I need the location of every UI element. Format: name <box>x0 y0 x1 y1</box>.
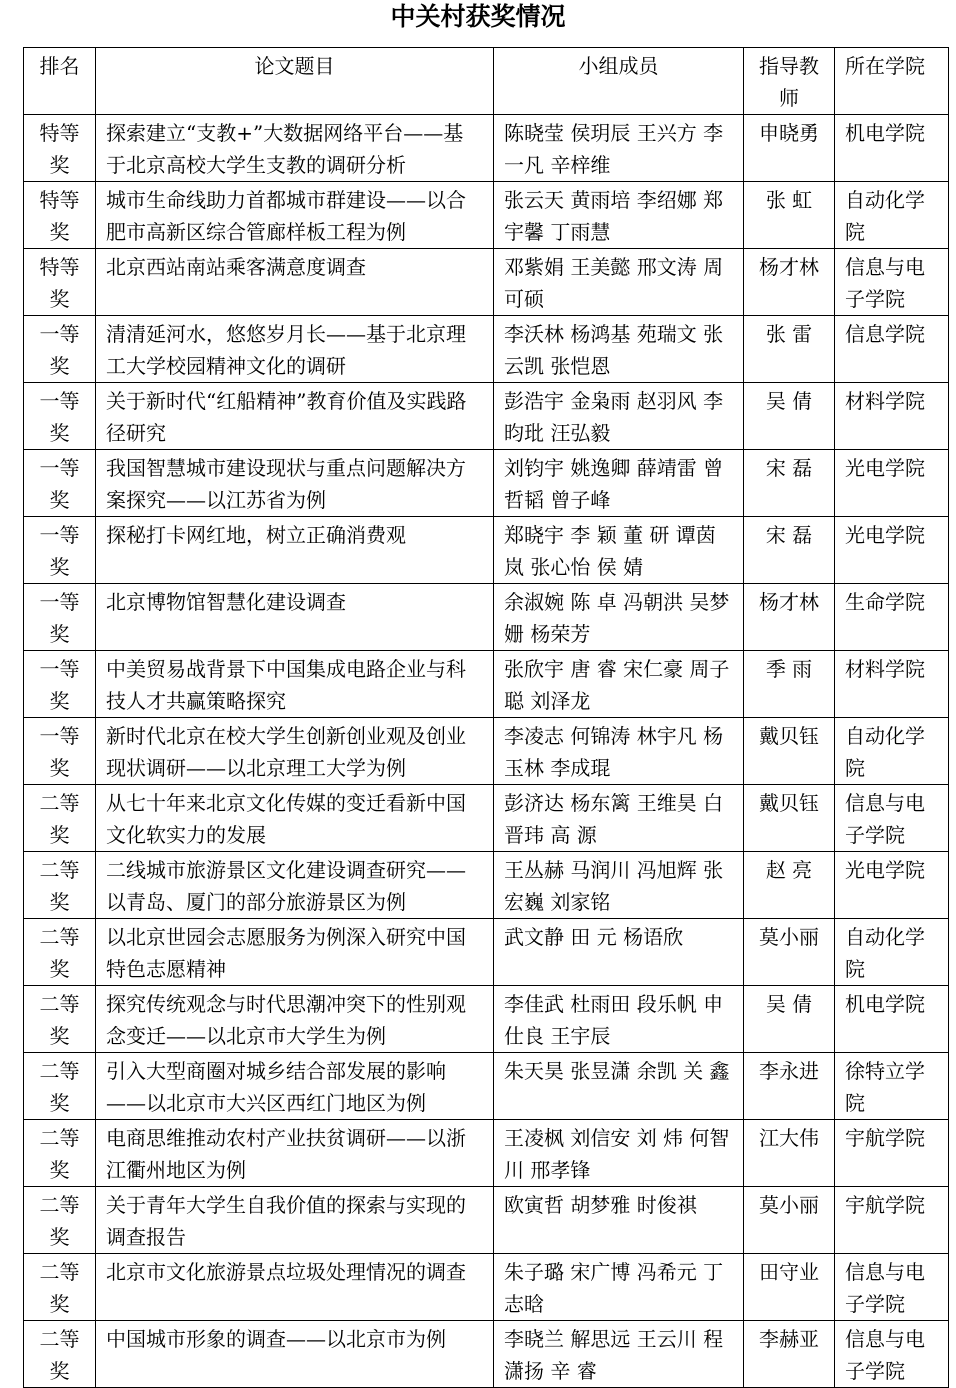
advisor-cell <box>744 651 835 718</box>
members-cell-text: 刘钧宇 姚逸卿 薛靖雷 曾哲韬 曾子峰 <box>504 456 724 512</box>
school-cell <box>835 1254 949 1321</box>
school-cell <box>835 450 949 517</box>
advisor-cell <box>744 919 835 986</box>
advisor-cell-text: 莫小丽 <box>759 1193 819 1217</box>
title-cell <box>96 517 494 584</box>
members-cell-text: 李晓兰 解思远 王云川 程潇扬 辛 睿 <box>504 1327 724 1383</box>
rank-cell-text: 二等奖 <box>39 1059 80 1115</box>
school-cell <box>835 115 949 182</box>
rank-cell-text: 特等奖 <box>39 255 80 311</box>
rank-cell <box>24 450 96 517</box>
title-cell <box>96 115 494 182</box>
rank-cell <box>24 785 96 852</box>
rank-cell-text: 二等奖 <box>39 858 80 914</box>
school-cell-text: 光电学院 <box>845 858 925 882</box>
table-row <box>24 785 949 852</box>
title-cell <box>96 1120 494 1187</box>
members-cell-text: 彭济达 杨东篱 王维昊 白晋玮 高 源 <box>504 791 724 847</box>
title-cell-text: 城市生命线助力首都城市群建设——以合肥市高新区综合管廊样板工程为例 <box>106 188 466 244</box>
advisor-cell <box>744 1254 835 1321</box>
advisor-cell <box>744 316 835 383</box>
school-cell-text: 自动化学院 <box>845 925 925 981</box>
school-cell <box>835 986 949 1053</box>
members-cell-text: 欧寅哲 胡梦雅 时俊祺 <box>504 1193 697 1217</box>
advisor-cell <box>744 1053 835 1120</box>
advisor-cell <box>744 852 835 919</box>
advisor-cell <box>744 383 835 450</box>
rank-cell-text: 一等奖 <box>39 389 80 445</box>
members-cell <box>494 986 744 1053</box>
title-cell <box>96 584 494 651</box>
table-row <box>24 1053 949 1120</box>
title-cell <box>96 785 494 852</box>
advisor-cell-text: 张 虹 <box>765 188 813 212</box>
rank-cell <box>24 651 96 718</box>
title-cell-text: 北京博物馆智慧化建设调查 <box>106 590 346 614</box>
advisor-cell-text: 戴贝钰 <box>759 724 819 748</box>
school-cell <box>835 718 949 785</box>
school-cell <box>835 1120 949 1187</box>
members-cell-text: 朱天昊 张昱潇 余凯 关 鑫 <box>504 1059 730 1083</box>
members-cell-text: 李佳武 杜雨田 段乐帆 申仕良 王宇辰 <box>504 992 724 1048</box>
school-cell-text: 信息学院 <box>845 322 925 346</box>
header-school: 所在学院 <box>835 48 949 115</box>
members-cell-text: 武文静 田 元 杨语欣 <box>504 925 684 949</box>
title-cell-text: 从七十年来北京文化传媒的变迁看新中国文化软实力的发展 <box>106 791 466 847</box>
advisor-cell <box>744 1321 835 1388</box>
advisor-cell-text: 吴 倩 <box>765 992 813 1016</box>
members-cell-text: 朱子璐 宋广博 冯希元 丁志晗 <box>504 1260 724 1316</box>
school-cell-text: 宇航学院 <box>845 1126 925 1150</box>
table-row <box>24 852 949 919</box>
advisor-cell <box>744 785 835 852</box>
members-cell <box>494 1053 744 1120</box>
members-cell-text: 李沃林 杨鸿基 苑瑞文 张云凯 张恺恩 <box>504 322 724 378</box>
advisor-cell-text: 杨才林 <box>759 590 819 614</box>
rank-cell-text: 二等奖 <box>39 1126 80 1182</box>
table-row <box>24 584 949 651</box>
header-members: 小组成员 <box>494 48 744 115</box>
members-cell-text: 余淑婉 陈 卓 冯朝洪 吴梦姗 杨荣芳 <box>504 590 730 646</box>
members-cell <box>494 919 744 986</box>
school-cell-text: 信息与电子学院 <box>845 791 925 847</box>
rank-cell-text: 特等奖 <box>39 188 80 244</box>
advisor-cell <box>744 718 835 785</box>
header-row <box>24 48 949 115</box>
header-title: 论文题目 <box>96 48 494 115</box>
members-cell <box>494 383 744 450</box>
rank-cell <box>24 517 96 584</box>
members-cell <box>494 1120 744 1187</box>
title-cell-text: 清清延河水，悠悠岁月长——基于北京理工大学校园精神文化的调研 <box>106 322 466 378</box>
title-cell-text: 探索建立“支教+”大数据网络平台——基于北京高校大学生支教的调研分析 <box>106 121 464 177</box>
rank-cell-text: 二等奖 <box>39 791 80 847</box>
school-cell <box>835 182 949 249</box>
title-cell <box>96 651 494 718</box>
school-cell <box>835 584 949 651</box>
members-cell-text: 张欣宇 唐 睿 宋仁豪 周子聪 刘泽龙 <box>504 657 730 713</box>
members-cell-text: 陈晓莹 侯玥辰 王兴方 李一凡 辛梓维 <box>504 121 724 177</box>
table-row <box>24 1187 949 1254</box>
advisor-cell-text: 李赫亚 <box>759 1327 819 1351</box>
members-cell <box>494 785 744 852</box>
title-cell <box>96 986 494 1053</box>
table-row <box>24 316 949 383</box>
title-cell <box>96 1254 494 1321</box>
rank-cell <box>24 182 96 249</box>
advisor-cell <box>744 115 835 182</box>
school-cell <box>835 852 949 919</box>
advisor-cell-text: 张 雷 <box>765 322 813 346</box>
advisor-cell-text: 赵 亮 <box>765 858 813 882</box>
advisor-cell-text: 戴贝钰 <box>759 791 819 815</box>
table-row <box>24 919 949 986</box>
members-cell-text: 郑晓宇 李 颖 董 研 谭茵岚 张心怡 侯 婧 <box>504 523 716 579</box>
advisor-cell-text: 莫小丽 <box>759 925 819 949</box>
rank-cell-text: 二等奖 <box>39 992 80 1048</box>
rank-cell-text: 一等奖 <box>39 657 80 713</box>
rank-cell <box>24 249 96 316</box>
rank-cell <box>24 584 96 651</box>
school-cell-text: 材料学院 <box>845 389 925 413</box>
title-cell-text: 二线城市旅游景区文化建设调查研究——以青岛、厦门的部分旅游景区为例 <box>106 858 466 914</box>
advisor-cell <box>744 584 835 651</box>
school-cell <box>835 1321 949 1388</box>
title-cell-text: 关于新时代“红船精神”教育价值及实践路径研究 <box>106 389 467 445</box>
school-cell <box>835 919 949 986</box>
school-cell <box>835 1053 949 1120</box>
title-cell <box>96 919 494 986</box>
members-cell <box>494 1187 744 1254</box>
school-cell-text: 宇航学院 <box>845 1193 925 1217</box>
advisor-cell-text: 杨才林 <box>759 255 819 279</box>
school-cell <box>835 785 949 852</box>
rank-cell-text: 一等奖 <box>39 523 80 579</box>
title-cell-text: 北京西站南站乘客满意度调查 <box>106 255 366 279</box>
title-cell <box>96 316 494 383</box>
members-cell-text: 邓紫娟 王美懿 邢文涛 周可硕 <box>504 255 724 311</box>
advisor-cell <box>744 249 835 316</box>
title-cell-text: 我国智慧城市建设现状与重点问题解决方案探究——以江苏省为例 <box>106 456 466 512</box>
members-cell-text: 王丛赫 马润川 冯旭辉 张宏巍 刘家铭 <box>504 858 724 914</box>
rank-cell <box>24 1187 96 1254</box>
school-cell-text: 自动化学院 <box>845 188 925 244</box>
rank-cell <box>24 115 96 182</box>
rank-cell-text: 二等奖 <box>39 1327 80 1383</box>
awards-table-body <box>24 48 949 1388</box>
title-cell <box>96 450 494 517</box>
members-cell <box>494 651 744 718</box>
school-cell-text: 光电学院 <box>845 456 925 480</box>
advisor-cell-text: 申晓勇 <box>759 121 819 145</box>
school-cell-text: 机电学院 <box>845 992 925 1016</box>
members-cell-text: 张云天 黄雨培 李绍娜 郑宇馨 丁雨慧 <box>504 188 724 244</box>
table-row <box>24 1254 949 1321</box>
rank-cell <box>24 986 96 1053</box>
rank-cell-text: 二等奖 <box>39 1260 80 1316</box>
rank-cell <box>24 1254 96 1321</box>
school-cell-text: 信息与电子学院 <box>845 1260 925 1316</box>
school-cell-text: 光电学院 <box>845 523 925 547</box>
table-row <box>24 182 949 249</box>
members-cell <box>494 316 744 383</box>
school-cell <box>835 316 949 383</box>
rank-cell <box>24 316 96 383</box>
header-advisor: 指导教师 <box>744 48 835 115</box>
school-cell <box>835 383 949 450</box>
advisor-cell <box>744 1120 835 1187</box>
advisor-cell <box>744 517 835 584</box>
title-cell <box>96 852 494 919</box>
school-cell <box>835 517 949 584</box>
document-title: 中关村获奖情况 <box>390 2 566 31</box>
members-cell-text: 彭浩宇 金枭雨 赵羽风 李昀玭 汪弘毅 <box>504 389 724 445</box>
members-cell <box>494 718 744 785</box>
advisor-cell-text: 宋 磊 <box>765 456 813 480</box>
school-cell-text: 生命学院 <box>845 590 925 614</box>
title-cell-text: 北京市文化旅游景点垃圾处理情况的调查 <box>106 1260 466 1284</box>
members-cell-text: 李凌志 何锦涛 林宇凡 杨玉林 李成琨 <box>504 724 724 780</box>
table-row <box>24 383 949 450</box>
advisor-cell-text: 田守业 <box>759 1260 819 1284</box>
school-cell-text: 材料学院 <box>845 657 925 681</box>
rank-cell-text: 二等奖 <box>39 925 80 981</box>
title-cell-text: 新时代北京在校大学生创新创业观及创业现状调研——以北京理工大学为例 <box>106 724 466 780</box>
members-cell <box>494 450 744 517</box>
table-row <box>24 718 949 785</box>
table-row <box>24 450 949 517</box>
advisor-cell <box>744 986 835 1053</box>
members-cell <box>494 517 744 584</box>
title-cell <box>96 1321 494 1388</box>
school-cell-text: 自动化学院 <box>845 724 925 780</box>
members-cell <box>494 115 744 182</box>
rank-cell-text: 二等奖 <box>39 1193 80 1249</box>
table-row <box>24 249 949 316</box>
rank-cell-text: 一等奖 <box>39 590 80 646</box>
rank-cell <box>24 718 96 785</box>
advisor-cell-text: 宋 磊 <box>765 523 813 547</box>
advisor-cell-text: 江大伟 <box>759 1126 819 1150</box>
members-cell <box>494 1321 744 1388</box>
title-cell-text: 中国城市形象的调查——以北京市为例 <box>106 1327 446 1351</box>
school-cell <box>835 249 949 316</box>
members-cell-text: 王凌枫 刘信安 刘 炜 何智川 邢孝锋 <box>504 1126 730 1182</box>
rank-cell <box>24 1120 96 1187</box>
rank-cell-text: 特等奖 <box>39 121 80 177</box>
members-cell <box>494 584 744 651</box>
table-row <box>24 115 949 182</box>
rank-cell <box>24 1321 96 1388</box>
rank-cell-text: 一等奖 <box>39 724 80 780</box>
members-cell <box>494 1254 744 1321</box>
advisor-cell <box>744 450 835 517</box>
table-row <box>24 1120 949 1187</box>
members-cell <box>494 182 744 249</box>
advisor-cell-text: 季 雨 <box>765 657 813 681</box>
members-cell <box>494 852 744 919</box>
title-cell-text: 电商思维推动农村产业扶贫调研——以浙江衢州地区为例 <box>106 1126 466 1182</box>
table-row <box>24 986 949 1053</box>
rank-cell <box>24 1053 96 1120</box>
table-row <box>24 1321 949 1388</box>
school-cell-text: 徐特立学院 <box>845 1059 925 1115</box>
title-cell-text: 探究传统观念与时代思潮冲突下的性别观念变迁——以北京市大学生为例 <box>106 992 466 1048</box>
rank-cell <box>24 919 96 986</box>
title-cell <box>96 182 494 249</box>
advisor-cell-text: 吴 倩 <box>765 389 813 413</box>
title-cell-text: 以北京世园会志愿服务为例深入研究中国特色志愿精神 <box>106 925 466 981</box>
rank-cell-text: 一等奖 <box>39 456 80 512</box>
school-cell-text: 信息与电子学院 <box>845 1327 925 1383</box>
rank-cell <box>24 852 96 919</box>
title-cell <box>96 383 494 450</box>
title-cell-text: 引入大型商圈对城乡结合部发展的影响——以北京市大兴区西红门地区为例 <box>106 1059 446 1115</box>
members-cell <box>494 249 744 316</box>
title-cell-text: 探秘打卡网红地，树立正确消费观 <box>106 523 406 547</box>
title-cell <box>96 249 494 316</box>
school-cell <box>835 651 949 718</box>
advisor-cell-text: 李永进 <box>759 1059 819 1083</box>
title-cell <box>96 718 494 785</box>
table-row <box>24 517 949 584</box>
school-cell-text: 机电学院 <box>845 121 925 145</box>
advisor-cell <box>744 182 835 249</box>
title-cell-text: 中美贸易战背景下中国集成电路企业与科技人才共赢策略探究 <box>106 657 466 713</box>
title-cell <box>96 1053 494 1120</box>
title-cell <box>96 1187 494 1254</box>
awards-table <box>23 47 949 1388</box>
school-cell <box>835 1187 949 1254</box>
advisor-cell <box>744 1187 835 1254</box>
school-cell-text: 信息与电子学院 <box>845 255 925 311</box>
table-row <box>24 651 949 718</box>
rank-cell-text: 一等奖 <box>39 322 80 378</box>
header-rank: 排名 <box>24 48 96 115</box>
rank-cell <box>24 383 96 450</box>
title-cell-text: 关于青年大学生自我价值的探索与实现的调查报告 <box>106 1193 466 1249</box>
